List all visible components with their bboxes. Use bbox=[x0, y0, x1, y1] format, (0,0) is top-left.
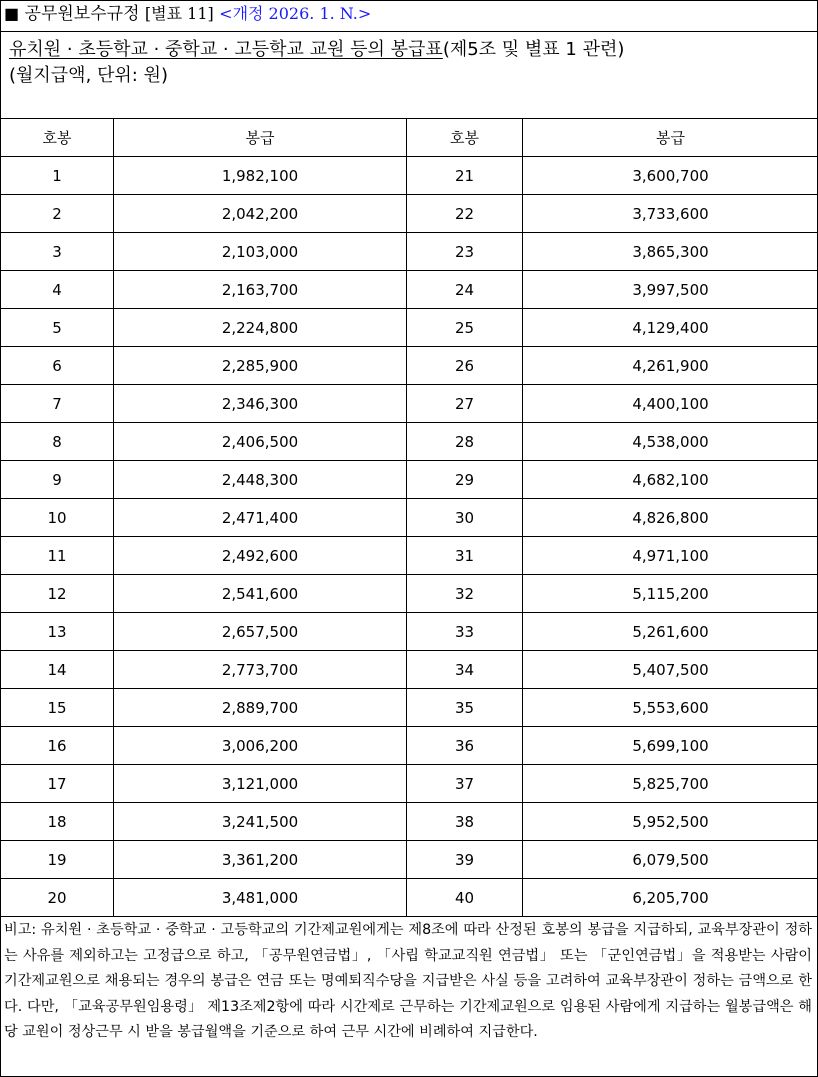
grade-cell: 7 bbox=[1, 385, 114, 423]
grade-cell: 19 bbox=[1, 841, 114, 879]
pay-cell: 3,997,500 bbox=[523, 271, 818, 309]
pay-cell: 2,889,700 bbox=[114, 689, 407, 727]
grade-cell: 4 bbox=[1, 271, 114, 309]
table-body bbox=[1, 157, 818, 917]
table-row bbox=[1, 385, 818, 423]
grade-cell: 22 bbox=[407, 195, 523, 233]
grade-cell: 18 bbox=[1, 803, 114, 841]
table-row bbox=[1, 879, 818, 917]
table-row bbox=[1, 727, 818, 765]
unit-label: (월지급액, 단위: 원) bbox=[9, 65, 168, 86]
table-title-suffix: (제5조 및 별표 1 관련) bbox=[442, 39, 625, 60]
grade-cell: 9 bbox=[1, 461, 114, 499]
pay-cell: 2,657,500 bbox=[114, 613, 407, 651]
square-marker-icon: ■ bbox=[4, 4, 20, 23]
pay-cell: 6,205,700 bbox=[523, 879, 818, 917]
document-header bbox=[4, 3, 371, 25]
pay-cell: 2,103,000 bbox=[114, 233, 407, 271]
pay-cell: 2,492,600 bbox=[114, 537, 407, 575]
pay-cell: 4,971,100 bbox=[523, 537, 818, 575]
header-grade-left: 호봉 bbox=[1, 119, 114, 157]
table-row bbox=[1, 461, 818, 499]
table-row bbox=[1, 233, 818, 271]
grade-cell: 35 bbox=[407, 689, 523, 727]
table-row bbox=[1, 423, 818, 461]
grade-cell: 38 bbox=[407, 803, 523, 841]
table-header-row bbox=[1, 119, 818, 157]
pay-cell: 3,121,000 bbox=[114, 765, 407, 803]
pay-cell: 2,448,300 bbox=[114, 461, 407, 499]
grade-cell: 28 bbox=[407, 423, 523, 461]
pay-cell: 1,982,100 bbox=[114, 157, 407, 195]
grade-cell: 26 bbox=[407, 347, 523, 385]
table-row bbox=[1, 347, 818, 385]
grade-cell: 40 bbox=[407, 879, 523, 917]
grade-cell: 25 bbox=[407, 309, 523, 347]
table-row bbox=[1, 651, 818, 689]
pay-cell: 4,261,900 bbox=[523, 347, 818, 385]
table-title bbox=[9, 38, 624, 62]
table-row bbox=[1, 841, 818, 879]
pay-cell: 2,541,600 bbox=[114, 575, 407, 613]
grade-cell: 39 bbox=[407, 841, 523, 879]
pay-cell: 2,042,200 bbox=[114, 195, 407, 233]
pay-cell: 2,773,700 bbox=[114, 651, 407, 689]
pay-cell: 5,952,500 bbox=[523, 803, 818, 841]
grade-cell: 37 bbox=[407, 765, 523, 803]
pay-cell: 5,407,500 bbox=[523, 651, 818, 689]
grade-cell: 17 bbox=[1, 765, 114, 803]
table-row bbox=[1, 613, 818, 651]
pay-cell: 2,224,800 bbox=[114, 309, 407, 347]
pay-cell: 3,481,000 bbox=[114, 879, 407, 917]
pay-cell: 3,733,600 bbox=[523, 195, 818, 233]
table-row bbox=[1, 803, 818, 841]
grade-cell: 11 bbox=[1, 537, 114, 575]
table-row bbox=[1, 689, 818, 727]
grade-cell: 36 bbox=[407, 727, 523, 765]
pay-cell: 2,346,300 bbox=[114, 385, 407, 423]
law-name: 공무원보수규정 bbox=[24, 4, 140, 24]
grade-cell: 30 bbox=[407, 499, 523, 537]
grade-cell: 10 bbox=[1, 499, 114, 537]
header-pay-right: 봉급 bbox=[523, 119, 818, 157]
table-row bbox=[1, 765, 818, 803]
grade-cell: 1 bbox=[1, 157, 114, 195]
grade-cell: 31 bbox=[407, 537, 523, 575]
pay-cell: 6,079,500 bbox=[523, 841, 818, 879]
pay-cell: 4,538,000 bbox=[523, 423, 818, 461]
grade-cell: 20 bbox=[1, 879, 114, 917]
grade-cell: 23 bbox=[407, 233, 523, 271]
grade-cell: 3 bbox=[1, 233, 114, 271]
appendix-label: [별표 11] bbox=[144, 4, 214, 23]
pay-cell: 2,471,400 bbox=[114, 499, 407, 537]
grade-cell: 21 bbox=[407, 157, 523, 195]
table-title-main: 유치원 · 초등학교 · 중학교 · 고등학교 교원 등의 봉급표 bbox=[9, 39, 443, 60]
remarks-note: 비고: 유치원 · 초등학교 · 중학교 · 고등학교의 기간제교원에게는 제8조에 따라 산정된 호봉의 봉급을 지급하되, 교육부장관이 정하는 사유를 제외하고는 고정급으로 하고, 「공무원연금법」, 「사립 학교교직원 연금법」 또는 「군인연금법」을 적용받는 사람이 기간제교원으로 채용되는 경우의 봉급은 연금 또는 명예퇴직수당을 지급받은 사실 등을 고려하여 교육부장관이 정하는 금액으로 한다. 다만, 「교육공무원임용령」 제13조제2항에 따라 시간제로 근무하는 기간제교원으로 임용된 사람에게 지급하는 월봉급액은 해당 교원이 정상근무 시 받을 봉급월액을 기준으로 하여 근무 시간에 비례하여 지급한다. bbox=[4, 922, 812, 1041]
table-row bbox=[1, 157, 818, 195]
pay-cell: 3,006,200 bbox=[114, 727, 407, 765]
grade-cell: 34 bbox=[407, 651, 523, 689]
pay-cell: 2,285,900 bbox=[114, 347, 407, 385]
grade-cell: 12 bbox=[1, 575, 114, 613]
pay-cell: 5,699,100 bbox=[523, 727, 818, 765]
grade-cell: 33 bbox=[407, 613, 523, 651]
grade-cell: 14 bbox=[1, 651, 114, 689]
table-row bbox=[1, 271, 818, 309]
grade-cell: 13 bbox=[1, 613, 114, 651]
pay-cell: 4,826,800 bbox=[523, 499, 818, 537]
grade-cell: 2 bbox=[1, 195, 114, 233]
grade-cell: 32 bbox=[407, 575, 523, 613]
pay-cell: 4,129,400 bbox=[523, 309, 818, 347]
pay-cell: 3,865,300 bbox=[523, 233, 818, 271]
table-row bbox=[1, 195, 818, 233]
grade-cell: 6 bbox=[1, 347, 114, 385]
table-row bbox=[1, 499, 818, 537]
pay-cell: 3,361,200 bbox=[114, 841, 407, 879]
grade-cell: 15 bbox=[1, 689, 114, 727]
pay-cell: 2,406,500 bbox=[114, 423, 407, 461]
grade-cell: 29 bbox=[407, 461, 523, 499]
table-row bbox=[1, 309, 818, 347]
pay-cell: 4,400,100 bbox=[523, 385, 818, 423]
header-pay-left: 봉급 bbox=[114, 119, 407, 157]
pay-cell: 5,115,200 bbox=[523, 575, 818, 613]
header-grade-right: 호봉 bbox=[407, 119, 523, 157]
grade-cell: 16 bbox=[1, 727, 114, 765]
grade-cell: 8 bbox=[1, 423, 114, 461]
pay-cell: 2,163,700 bbox=[114, 271, 407, 309]
table-row bbox=[1, 537, 818, 575]
pay-cell: 5,825,700 bbox=[523, 765, 818, 803]
pay-cell: 3,241,500 bbox=[114, 803, 407, 841]
revision-label: <개정 2026. 1. N.> bbox=[219, 4, 372, 23]
grade-cell: 24 bbox=[407, 271, 523, 309]
grade-cell: 27 bbox=[407, 385, 523, 423]
pay-cell: 3,600,700 bbox=[523, 157, 818, 195]
salary-table bbox=[0, 118, 818, 917]
pay-cell: 5,261,600 bbox=[523, 613, 818, 651]
table-row bbox=[1, 575, 818, 613]
pay-cell: 4,682,100 bbox=[523, 461, 818, 499]
header-divider bbox=[0, 31, 818, 32]
grade-cell: 5 bbox=[1, 309, 114, 347]
pay-cell: 5,553,600 bbox=[523, 689, 818, 727]
